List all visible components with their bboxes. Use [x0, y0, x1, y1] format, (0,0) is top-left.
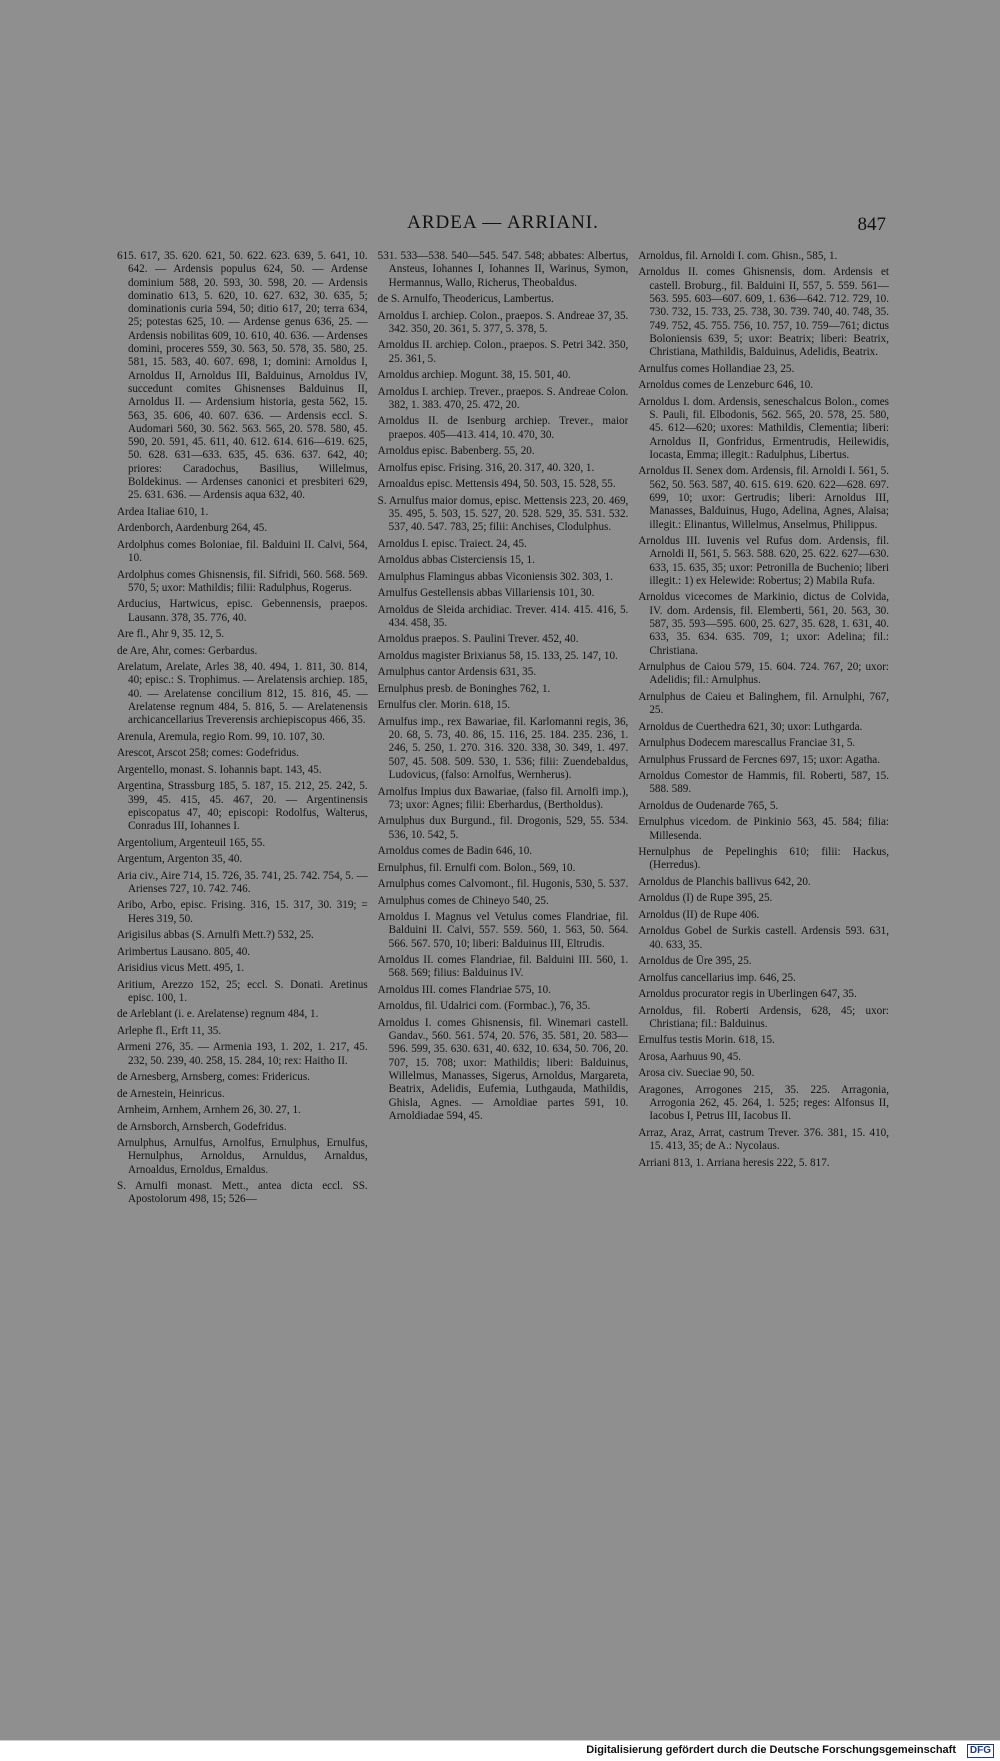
index-entry: Arnulfus comes Hollandiae 23, 25. [638, 362, 795, 375]
index-entry: Arnoldus I. Magnus vel Vetulus comes Flandriae, fil. Balduini II. Calvi, 557. 559. 560, 1. 563, 50. 564. 566. 567. 570, 10; liberi: Balduinus III, Eltrudis. [377, 911, 629, 950]
index-entry: Arnoldus (I) de Rupe 395, 25. [638, 892, 773, 905]
index-entry: de Are, Ahr, comes: Gerbardus. [117, 644, 258, 657]
index-entry: Arnheim, Arnhem, Arnhem 26, 30. 27, 1. [117, 1104, 301, 1117]
index-entry: Arnoldus III. comes Flandriae 575, 10. [377, 983, 551, 996]
index-entry: 615. 617, 35. 620. 621, 50. 622. 623. 639, 5. 641, 10. 642. — Ardensis populus 624, 50. — Ardense dominium 588, 20. 593, 30. 598, 20. — Ardensis dominatio 613, 5. 620, 10. 627. 632, 30. 635, 5; dominationis curia 594, 50; ditio 617, 20; terra 634, 25; potestas 625, 10. — Ardense genus 636, 25. — Ardensis nobilitas 609, 10. 610, 40. 636. — Ardenses domini, proceres 559, 30. 563, 50. 578, 35. 580, 25. 581, 15. 583, 40. 607. 698, 1; domini: Arnoldus I, Arnoldus II, Arnoldus III, Balduinus, Arnoldus IV, succedunt comites Ghisnenses Balduinus II, Arnoldus II. — Ardensium historia, gesta 562, 15. 563, 35. 606, 40. 607. 636. — Ardensis eccl. S. Audomari 560, 30. 562. 563. 565, 20. 578. 580, 45. 590, 20. 591, 45. 611, 40. 612. 614. 616—619. 625, 50. 628. 631—633. 635, 45. 636. 637. 642, 40; priores: Caradochus, Basilius, Willelmus, Boldekinus. — Ardenses canonici et presbiteri 629, 25. 631. 636. — Ardensis aqua 632, 40. [117, 250, 368, 502]
index-column-1 [117, 250, 368, 1540]
index-entry: Arnolfus Impius dux Bawariae, (falso fil. Arnolfi imp.), 73; uxor: Agnes; filii: Eberhardus, (Bertholdus). [377, 785, 629, 811]
index-entry: Arducius, Hartwicus, episc. Gebennensis, praepos. Lausann. 378, 35. 776, 40. [117, 598, 368, 624]
index-entry: Argentina, Strassburg 185, 5. 187, 15. 212, 25. 242, 5. 399, 45. 415, 45. 467, 20. — Argentinensis episcopatus 47, 40; episcopi: Rodolfus, Walterus, Conradus III, Iohannes I. [117, 780, 368, 833]
index-entry: Arnulphus cantor Ardensis 631, 35. [377, 666, 537, 679]
index-entry: Ernulfus cler. Morin. 618, 15. [377, 699, 511, 712]
index-entry: Ernulphus presb. de Boninghes 762, 1. [377, 682, 551, 695]
index-entry: Arnoldus I. episc. Traiect. 24, 45. [377, 537, 527, 550]
index-entry: Arnoldus, fil. Arnoldi I. com. Ghisn., 585, 1. [638, 250, 838, 262]
index-entry: de Arnsborch, Arnsberch, Godefridus. [117, 1120, 287, 1133]
page-number: 847 [857, 214, 886, 235]
footer-bar [0, 1740, 1000, 1761]
index-entry: Arnoldus (II) de Rupe 406. [638, 908, 760, 921]
index-entry: Arnulphus comes de Chineyo 540, 25. [377, 894, 549, 907]
index-entry: Arnoldus procurator regis in Uberlingen 647, 35. [638, 988, 857, 1001]
index-entry: Arnoldus de Ūre 395, 25. [638, 955, 752, 968]
index-entry: Arnulphus Flamingus abbas Viconiensis 302. 303, 1. [377, 570, 613, 583]
index-entry: Arnoldus II. de Isenburg archiep. Trever., maior praepos. 405—413. 414, 10. 470, 30. [377, 415, 629, 441]
index-entry: Arnoldus comes de Lenzeburc 646, 10. [638, 379, 814, 392]
index-entry: de S. Arnulfo, Theodericus, Lambertus. [377, 293, 554, 306]
index-entry: Armeni 276, 35. — Armenia 193, 1. 202, 1. 217, 45. 232, 50. 239, 40. 258, 15. 284, 10; rex: Haitho II. [117, 1041, 368, 1067]
index-entry: S. Arnulfi monast. Mett., antea dicta eccl. SS. Apostolorum 498, 15; 526— [117, 1180, 368, 1206]
index-entry: Arnulphus Dodecem marescallus Franciae 31, 5. [638, 737, 856, 750]
index-entry: Arnolfus episc. Frising. 316, 20. 317, 40. 320, 1. [377, 461, 595, 474]
index-entry: Arnoldus I. dom. Ardensis, seneschalcus Bolon., comes S. Pauli, fil. Elbodonis, 562. 565, 20. 578, 25. 580, 45. 612—620; uxores: Mathildis, Clementia; liberi: Arnoldus II, Gonfridus, Ermentrudis, Heilewidis, Iocasta, Emma; illegit.: Radulphus, Libertus. [638, 395, 889, 461]
index-entry: Arnoldus archiep. Mogunt. 38, 15. 501, 40. [377, 369, 571, 382]
index-entry: S. Arnulfus maior domus, episc. Mettensis 223, 20. 469, 35. 495, 5. 503, 15. 527, 20. 528. 529, 35. 531. 532. 537, 40. 547. 783, 25; filii: Anchises, Clodulphus. [377, 494, 629, 534]
index-entry: Arosa, Aarhuus 90, 45. [638, 1050, 742, 1063]
index-entry: Ardenborch, Aardenburg 264, 45. [117, 522, 268, 535]
index-column-3 [638, 250, 889, 1540]
index-entry: Arriani 813, 1. Arriana heresis 222, 5. 817. [638, 1156, 830, 1169]
index-column-2 [378, 250, 629, 1540]
index-entry: Arnoldus, fil. Udalrici com. (Formbac.), 76, 35. [377, 1000, 591, 1013]
index-entry: Arnulfus Gestellensis abbas Villariensis 101, 30. [377, 587, 595, 600]
index-entry: Arnoldus III. Iuvenis vel Rufus dom. Ardensis, fil. Arnoldi II, 561, 5. 563. 588. 620, 25. 622. 627—630. 633, 15. 635, 35; uxor: Petronilla de Buchenio; liberi illegit.: 1) ex Helewide: Robertus; 2) Mabila Rufa. [638, 535, 889, 587]
index-entry: Arenula, Aremula, regio Rom. 99, 10. 107, 30. [117, 730, 325, 743]
index-entry: Arnoldus II. comes Ghisnensis, dom. Ardensis et castell. Broburg., fil. Balduini II, 557, 5. 559. 561—563. 595. 603—607. 609, 1. 636—642. 712. 729, 10. 730. 732, 15. 733, 25. 738, 30. 739. 740, 40. 748, 35. 749. 752, 45. 755. 756, 10. 757, 10. 759—761; dictus Boloniensis 639, 5; uxor: Beatrix; liberi: Beatrix, Christiana, Mathildis, Balduinus, Adelidis, Beatrix. [638, 266, 889, 359]
index-entry: Arnoldus de Cuerthedra 621, 30; uxor: Luthgarda. [638, 720, 863, 733]
index-entry: Arnulphus comes Calvomont., fil. Hugonis, 530, 5. 537. [377, 878, 629, 891]
index-entry: de Arnesberg, Arnsberg, comes: Fridericus. [117, 1071, 310, 1084]
index-entry: Argentolium, Argenteuil 165, 55. [117, 836, 266, 849]
index-entry: Arnoldus, fil. Roberti Ardensis, 628, 45; uxor: Christiana; fil.: Balduinus. [638, 1004, 889, 1030]
index-entry: Arisidius vicus Mett. 495, 1. [117, 962, 245, 975]
index-entry: Arnoldus II. archiep. Colon., praepos. S. Petri 342. 350, 25. 361, 5. [377, 339, 629, 365]
index-entry: Arnoldus I. archiep. Trever., praepos. S. Andreae Colon. 382, 1. 383. 470, 25. 472, 20. [377, 385, 629, 411]
index-entry: Arnoldus II. Senex dom. Ardensis, fil. Arnoldi I. 561, 5. 562, 50. 563. 587, 40. 615. 619. 620. 622—628. 697. 699, 10; uxor: Gertrudis; liberi: Arnoldus III, Manasses, Balduinus, Hugo, Adelina, Agnes, Alaisa; illegit.: Elinantus, Willelmus, Anselmus, Philippus. [638, 465, 889, 531]
index-entry: Arelatum, Arelate, Arles 38, 40. 494, 1. 811, 30. 814, 40; episc.: S. Trophimus. — Arelatensis archiep. 185, 40. — Arelatense concilium 812, 15. 816, 45. — Arelatense regnum 484, 5. 816, 5. — Arelatenensis archicancellarius Treverensis archiepiscopus 466, 35. [117, 661, 368, 727]
index-entry: Arosa civ. Sueciae 90, 50. [638, 1067, 755, 1080]
index-entry: Arnoldus vicecomes de Markinio, dictus de Colvida, IV. dom. Ardensis, fil. Elemberti, 561, 20. 563, 30. 587, 35. 593—595. 600, 25. 627, 35. 628, 1. 631, 40. 633, 35. 634. 635. 709, 1; uxor: Adelina; fil.: Christiana. [638, 591, 889, 657]
index-entry: Arnoaldus episc. Mettensis 494, 50. 503, 15. 528, 55. [377, 478, 616, 491]
index-entry: Ardolphus comes Boloniae, fil. Balduini II. Calvi, 564, 10. [117, 538, 368, 565]
index-entry: Argentello, monast. S. Iohannis bapt. 143, 45. [117, 763, 322, 776]
index-entry: Arnulphus Frussard de Fercnes 697, 15; uxor: Agatha. [638, 753, 880, 766]
index-entry: Arnulphus dux Burgund., fil. Drogonis, 529, 55. 534. 536, 10. 542, 5. [377, 815, 629, 841]
index-entry: Ardolphus comes Ghisnensis, fil. Sifridi, 560. 568. 569. 570, 5; uxor: Mathildis; filii: Radulphus, Rogerus. [117, 568, 368, 594]
index-entry: Arnoldus de Oudenarde 765, 5. [638, 799, 779, 812]
index-entry: Arigisilus abbas (S. Arnulfi Mett.?) 532, 25. [117, 929, 314, 942]
index-entry: Ernulfus testis Morin. 618, 15. [638, 1034, 775, 1047]
index-entry: Hernulphus de Pepelinghis 610; filii: Hackus, (Herredus). [638, 846, 889, 872]
index-entry: Ernulphus, fil. Ernulfi com. Bolon., 569, 10. [377, 861, 576, 874]
index-entry: Arlephe fl., Erft 11, 35. [117, 1024, 222, 1037]
index-entry: Aria civ., Aire 714, 15. 726, 35. 741, 25. 742. 754, 5. — Arienses 727, 10. 742. 746. [117, 869, 368, 895]
index-entry: Aragones, Arrogones 215, 35. 225. Arragonia, Arrogonia 262, 45. 264, 1. 525; reges: Alfonsus II, Iacobus I, Petrus III, Iacobus II. [638, 1083, 889, 1123]
index-entry: Arnoldus comes de Badin 646, 10. [377, 845, 533, 858]
index-entry: Arnoldus de Planchis ballivus 642, 20. [638, 875, 811, 888]
footer-credit: Digitalisierung gefördert durch die Deutsche Forschungsgemeinschaft [586, 1744, 956, 1756]
index-entry: Arnoldus Gobel de Surkis castell. Ardensis 593. 631, 40. 633, 35. [638, 925, 889, 951]
index-entry: Arnoldus abbas Cisterciensis 15, 1. [377, 554, 535, 567]
index-entry: Arnoldus magister Brixianus 58, 15. 133, 25. 147, 10. [377, 649, 618, 662]
index-entry: Arnulphus de Caiou 579, 15. 604. 724. 767, 20; uxor: Adelidis; fil.: Arnulphus. [638, 661, 889, 687]
index-entry: Arnulphus de Caieu et Balinghem, fil. Arnulphi, 767, 25. [638, 690, 889, 717]
index-entry: Arimbertus Lausano. 805, 40. [117, 945, 251, 958]
index-entry: Arnolfus cancellarius imp. 646, 25. [638, 971, 796, 984]
index-entry: de Arnestein, Heinricus. [117, 1087, 225, 1100]
index-entry: Aritium, Arezzo 152, 25; eccl. S. Donati. Aretinus episc. 100, 1. [117, 978, 368, 1004]
index-entry: Arnoldus Comestor de Hammis, fil. Roberti, 587, 15. 588. 589. [638, 770, 889, 796]
index-entry: Arnulphus, Arnulfus, Arnolfus, Ernulphus, Ernulfus, Hernulphus, Arnoldus, Arnuldus, Arnaldus, Arnoaldus, Ernoldus, Ernaldus. [117, 1137, 368, 1176]
index-entry: Arnoldus episc. Babenberg. 55, 20. [377, 445, 535, 458]
index-entry: Argentum, Argenton 35, 40. [117, 853, 243, 866]
index-entry: de Arleblant (i. e. Arelatense) regnum 484, 1. [117, 1008, 319, 1021]
page-header [118, 212, 888, 240]
dfg-logo: DFG [967, 1744, 994, 1758]
running-title: ARDEA — ARRIANI. [407, 212, 599, 233]
index-entry: 531. 533—538. 540—545. 547. 548; abbates: Albertus, Ansteus, Iohannes I, Iohannes II, Warinus, Symon, Hermannus, Wallo, Richerus, Theobaldus. [377, 250, 629, 289]
index-entry: Arnulfus imp., rex Bawariae, fil. Karlomanni regis, 36, 20. 68, 5. 73, 40. 86, 15. 116, 25. 184. 235. 236, 1. 246, 5. 250, 1. 270. 316. 320. 338, 30. 349, 1. 497. 507, 45. 508. 509. 530, 1. 536; filii: Zuendebaldus, Ludovicus, (falso: Arnolfus, Wernherus). [377, 715, 629, 782]
index-entry: Arnoldus I. archiep. Colon., praepos. S. Andreae 37, 35. 342. 350, 20. 361, 5. 377, 5. 378, 5. [377, 309, 629, 335]
index-entry: Arnoldus I. comes Ghisnensis, fil. Winemari castell. Gandav., 560. 561. 574, 20. 576, 35. 581, 20. 583—596. 599, 35. 630. 631, 40. 632, 10. 634, 50. 706, 20. 707, 15. 708; uxor: Mathildis; liberi: Balduinus, Willelmus, Manasses, Sigerus, Arnoldus, Margareta, Beatrix, Adelidis, Eufemia, Luthgauda, Mathildis, Ghisla, Agnes. — Arnoldiae partes 591, 10. Arnoldiadae 594, 45. [377, 1016, 629, 1122]
index-entry: Arnoldus de Sleida archidiac. Trever. 414. 415. 416, 5. 434. 458, 35. [377, 603, 629, 629]
index-entry: Arnoldus II. comes Flandriae, fil. Balduini III. 560, 1. 568. 569; filius: Balduinus IV. [377, 954, 629, 980]
index-entry: Are fl., Ahr 9, 35. 12, 5. [117, 628, 225, 641]
index-entry: Arescot, Arscot 258; comes: Godefridus. [117, 747, 299, 760]
index-entry: Ernulphus vicedom. de Pinkinio 563, 45. 584; filia: Millesenda. [638, 816, 889, 842]
index-entry: Aribo, Arbo, episc. Frising. 316, 15. 317, 30. 319; = Heres 319, 50. [117, 899, 368, 925]
index-entry: Arnoldus praepos. S. Paulini Trever. 452, 40. [377, 633, 579, 646]
index-columns [117, 250, 889, 1540]
index-entry: Arraz, Araz, Arrat, castrum Trever. 376. 381, 15. 410, 15. 413, 35; de A.: Nycolaus. [638, 1126, 889, 1153]
index-entry: Ardea Italiae 610, 1. [117, 505, 209, 518]
